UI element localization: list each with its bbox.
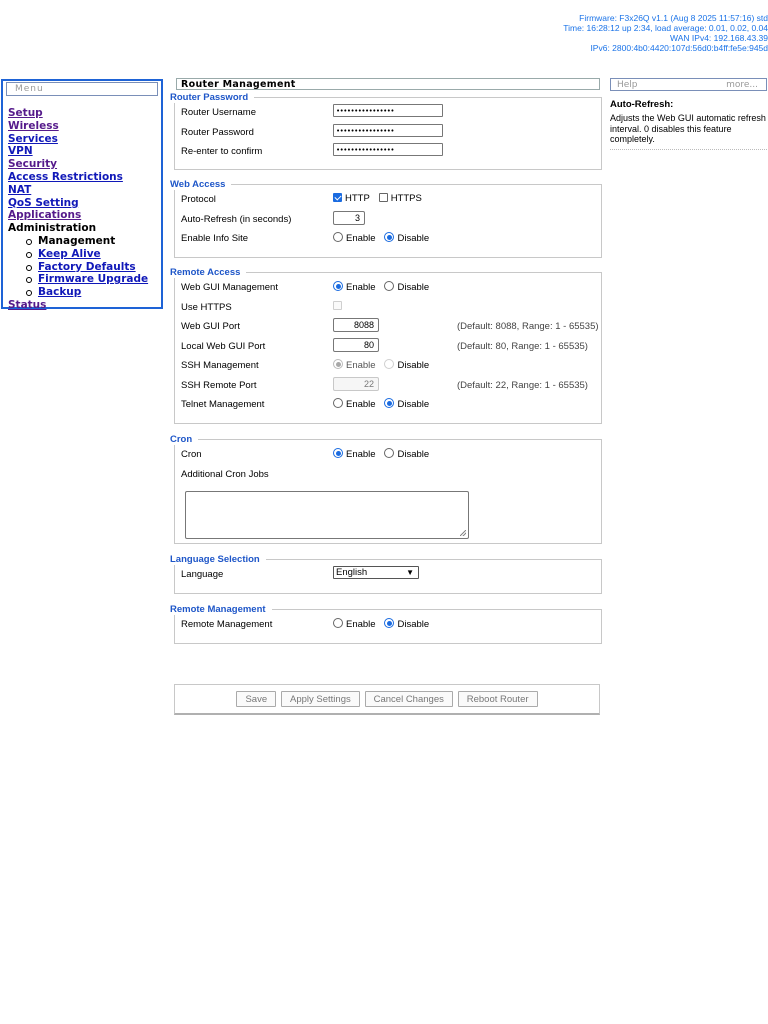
cron-enable-radio[interactable]: [333, 448, 343, 458]
confirm-password-field[interactable]: ••••••••••••••••: [333, 143, 443, 156]
chevron-down-icon: ▼: [406, 568, 414, 577]
remote-mgmt-enable-label: Enable: [346, 619, 376, 630]
menu-item-nat[interactable]: NAT: [8, 183, 32, 196]
local-gui-port-row: [175, 337, 601, 357]
info-site-enable-label: Enable: [346, 233, 376, 244]
use-https-row: [175, 298, 601, 318]
menu-item-setup[interactable]: Setup: [8, 107, 43, 119]
cron-disable-label: Disable: [397, 449, 430, 460]
menu-item-access-restrictions[interactable]: Access Restrictions: [8, 170, 123, 183]
help-header: [610, 78, 767, 91]
help-title: Help: [617, 80, 638, 90]
protocol-label: Protocol: [181, 194, 216, 205]
language-select[interactable]: [333, 566, 419, 579]
password-label: Router Password: [181, 126, 254, 138]
language-label: Language: [181, 569, 224, 580]
http-label: HTTP: [345, 193, 370, 204]
info-site-row: [175, 229, 601, 249]
web-access-legend: Web Access: [170, 179, 226, 190]
remote-management-label: Remote Management: [181, 619, 273, 630]
protocol-row: [175, 190, 601, 210]
menu-item-qos-setting[interactable]: QoS Setting: [8, 196, 79, 209]
cron-disable-radio[interactable]: [384, 448, 394, 458]
ssh-port-label: SSH Remote Port: [181, 379, 257, 391]
submenu-item-firmware-upgrade[interactable]: Firmware Upgrade: [38, 273, 149, 286]
web-gui-mgmt-label: Web GUI Management: [181, 282, 278, 293]
menu-item-administration: Administration: [8, 222, 97, 235]
language-row: [175, 565, 601, 585]
language-section: [170, 554, 602, 594]
cron-enable-label: Enable: [346, 449, 376, 460]
firmware-info: Firmware: F3x26Q v1.1 (Aug 8 2025 11:57:16) std: [579, 13, 768, 23]
cron-jobs-textarea[interactable]: [185, 491, 469, 539]
remote-access-legend: Remote Access: [170, 267, 241, 278]
info-site-enable-radio[interactable]: [333, 232, 343, 242]
telnet-mgmt-row: [175, 395, 601, 415]
web-gui-mgmt-row: [175, 278, 601, 298]
web-gui-disable-radio[interactable]: [384, 281, 394, 291]
submenu-item-factory-defaults[interactable]: Factory Defaults: [38, 260, 136, 273]
language-select-value: English: [336, 567, 368, 578]
ssh-mgmt-row: [175, 356, 601, 376]
menu-item-security[interactable]: Security: [8, 158, 58, 171]
telnet-disable-radio[interactable]: [384, 398, 394, 408]
uptime-info: Time: 16:28:12 up 2:34, load average: 0.01, 0.02, 0.04: [563, 23, 768, 33]
web-access-section: [170, 179, 602, 258]
router-password-legend: Router Password: [170, 92, 249, 103]
submenu-item-keep-alive[interactable]: Keep Alive: [38, 247, 101, 260]
router-password-section: [170, 92, 602, 170]
telnet-mgmt-label: Telnet Management: [181, 399, 265, 410]
ssh-enable-radio[interactable]: [333, 359, 343, 369]
help-panel: [610, 78, 767, 150]
ssh-port-input[interactable]: 22: [333, 377, 379, 391]
remote-management-row: [175, 615, 601, 635]
info-site-label: Enable Info Site: [181, 233, 249, 244]
web-gui-enable-label: Enable: [346, 282, 376, 293]
menu-item-status[interactable]: Status: [8, 298, 47, 311]
cancel-changes-button[interactable]: Cancel Changes: [365, 691, 453, 707]
page-title: Router Management: [176, 78, 600, 90]
web-gui-enable-radio[interactable]: [333, 281, 343, 291]
info-site-disable-radio[interactable]: [384, 232, 394, 242]
http-checkbox[interactable]: [333, 193, 342, 202]
language-legend: Language Selection: [170, 554, 260, 565]
wan-ipv4-info: WAN IPv4: 192.168.43.39: [670, 33, 768, 43]
confirm-row: [175, 142, 601, 162]
menu-list: [8, 107, 161, 312]
https-checkbox[interactable]: [379, 193, 388, 202]
cron-label: Cron: [181, 449, 202, 460]
remote-management-section: [170, 604, 602, 644]
menu-item-applications[interactable]: Applications: [8, 209, 82, 222]
info-site-disable-label: Disable: [397, 233, 430, 244]
cron-legend: Cron: [170, 434, 193, 445]
ssh-mgmt-label: SSH Management: [181, 360, 259, 371]
administration-submenu: [26, 235, 161, 299]
save-button[interactable]: Save: [236, 691, 276, 707]
ssh-port-note: (Default: 22, Range: 1 - 65535): [457, 379, 588, 391]
auto-refresh-row: [175, 210, 601, 230]
system-info: [468, 13, 768, 53]
ssh-disable-label: Disable: [397, 360, 430, 371]
remote-mgmt-disable-label: Disable: [397, 619, 430, 630]
ssh-port-row: [175, 376, 601, 396]
auto-refresh-label: Auto-Refresh (in seconds): [181, 213, 292, 225]
password-row: [175, 123, 601, 143]
help-description: Adjusts the Web GUI automatic refresh interval. 0 disables this feature completely.: [610, 113, 767, 150]
main-content: [170, 78, 602, 705]
cron-row: [175, 445, 601, 465]
remote-mgmt-enable-radio[interactable]: [333, 618, 343, 628]
username-field[interactable]: ••••••••••••••••: [333, 104, 443, 117]
username-row: [175, 103, 601, 123]
reboot-router-button[interactable]: Reboot Router: [458, 691, 538, 707]
password-field[interactable]: ••••••••••••••••: [333, 124, 443, 137]
ssh-enable-label: Enable: [346, 360, 376, 371]
auto-refresh-input[interactable]: 3: [333, 211, 365, 225]
username-label: Router Username: [181, 107, 256, 118]
remote-management-legend: Remote Management: [170, 604, 266, 615]
remote-mgmt-disable-radio[interactable]: [384, 618, 394, 628]
menu-item-services[interactable]: Services: [8, 132, 58, 145]
cron-section: [170, 434, 602, 544]
use-https-label: Use HTTPS: [181, 301, 232, 313]
web-gui-port-label: Web GUI Port: [181, 321, 240, 332]
ssh-disable-radio[interactable]: [384, 359, 394, 369]
help-more-link[interactable]: more...: [726, 80, 758, 90]
cron-jobs-label: Additional Cron Jobs: [181, 468, 269, 480]
local-gui-port-note: (Default: 80, Range: 1 - 65535): [457, 340, 588, 352]
web-gui-port-row: [175, 317, 601, 337]
menu-item-wireless[interactable]: Wireless: [8, 119, 59, 132]
web-gui-disable-label: Disable: [397, 282, 430, 293]
sidebar-menu: [1, 79, 163, 309]
submenu-item-management: Management: [26, 235, 161, 248]
https-label: HTTPS: [390, 193, 422, 204]
action-buttons-bar: [174, 684, 600, 715]
local-gui-port-label: Local Web GUI Port: [181, 340, 266, 352]
local-gui-port-input[interactable]: 80: [333, 338, 379, 352]
confirm-label: Re-enter to confirm: [181, 146, 263, 157]
web-gui-port-note: (Default: 8088, Range: 1 - 65535): [457, 321, 599, 332]
apply-settings-button[interactable]: Apply Settings: [281, 691, 360, 707]
resize-grip-icon[interactable]: [460, 530, 466, 536]
submenu-item-backup[interactable]: Backup: [38, 286, 82, 299]
web-gui-port-input[interactable]: 8088: [333, 318, 379, 332]
menu-title: Menu: [6, 82, 158, 96]
help-term: Auto-Refresh:: [610, 99, 674, 110]
telnet-enable-radio[interactable]: [333, 398, 343, 408]
remote-access-section: [170, 267, 602, 424]
telnet-enable-label: Enable: [346, 399, 376, 410]
cron-jobs-row: [175, 465, 601, 485]
telnet-disable-label: Disable: [397, 399, 430, 410]
use-https-checkbox[interactable]: [333, 301, 342, 310]
ipv6-info: IPv6: 2800:4b0:4420:107d:56d0:b4ff:fe5e:945d: [590, 43, 768, 53]
menu-item-vpn[interactable]: VPN: [8, 145, 33, 158]
